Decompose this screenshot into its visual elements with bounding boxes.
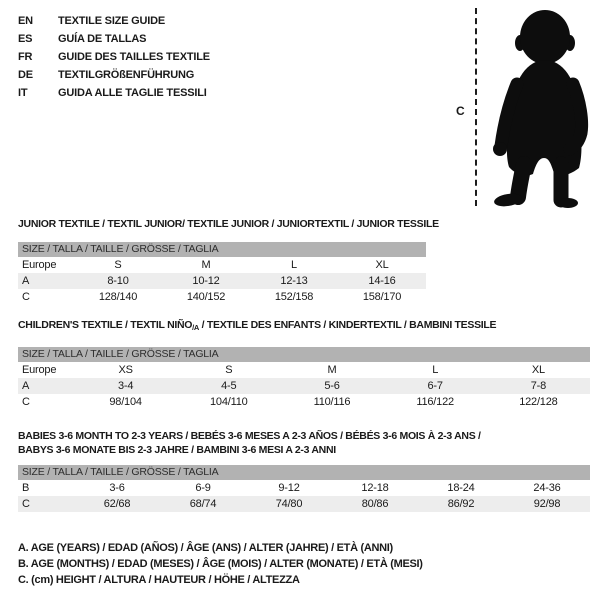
children-table-title [18,319,590,334]
language-row [18,30,348,48]
size-cell: 7-8 [530,380,547,392]
size-header-bar: SIZE / TALLA / TAILLE / GRÖSSE / TAGLIA [18,242,426,257]
size-cell: 68/74 [189,498,217,510]
language-row [18,84,348,102]
language-code: DE [18,69,33,81]
table-row [18,496,590,512]
size-header-bar: SIZE / TALLA / TAILLE / GRÖSSE / TAGLIA [18,465,590,480]
language-title: TEXTILE SIZE GUIDE [58,15,166,27]
row-label: Europe [22,364,57,376]
size-cell: 8-10 [107,275,129,287]
baby-silhouette-icon [487,6,598,208]
size-cell: 152/158 [274,291,314,303]
baby-figure [452,6,598,208]
table-row [18,394,590,410]
language-row [18,48,348,66]
title-text: / TEXTILE DES ENFANTS / KINDERTEXTIL / BAMBINI TESSILE [199,319,497,331]
language-row [18,12,348,30]
size-cell: S [114,259,122,271]
size-cell: 128/140 [98,291,138,303]
size-cell: 12-13 [280,275,308,287]
language-code: IT [18,87,28,99]
size-cell: 92/98 [533,498,561,510]
row-label: C [22,291,30,303]
babies-table-title [18,429,590,457]
size-cell: 24-36 [533,482,561,494]
size-cell: M [327,364,337,376]
size-cell: L [432,364,439,376]
height-dashed-line [475,8,477,206]
size-cell: 6-9 [195,482,211,494]
row-label: Europe [22,259,57,271]
language-list [18,12,348,102]
size-cell: 140/152 [186,291,226,303]
table-row [18,480,590,496]
children-table-section [18,319,590,410]
legend-line: C. (cm) HEIGHT / ALTURA / HAUTEUR / HÖHE / ALTEZZA [18,574,300,586]
size-cell: 74/80 [275,498,303,510]
title-text: CHILDREN'S TEXTILE / TEXTIL NIÑO [18,319,193,331]
baby-silhouette-shape [493,10,582,208]
size-cell: 5-6 [324,380,340,392]
size-cell: 122/128 [519,396,558,408]
size-cell: 3-6 [109,482,125,494]
legend-line: A. AGE (YEARS) / EDAD (AÑOS) / ÂGE (ANS) / ALTER (JAHRE) / ETÀ (ANNI) [18,542,393,554]
size-cell: 3-4 [117,380,134,392]
table-row [18,289,426,305]
table-row [18,378,590,394]
table-row [18,362,590,378]
row-label: C [22,396,30,408]
legend-line: B. AGE (MONTHS) / EDAD (MESES) / ÂGE (MOIS) / ALTER (MONATE) / ETÀ (MESI) [18,558,423,570]
size-cell: 104/110 [210,396,248,408]
size-cell: XL [375,259,389,271]
children-size-table [18,362,590,410]
language-code: ES [18,33,33,45]
size-cell: S [225,364,233,376]
size-cell: 10-12 [192,275,220,287]
babies-size-table [18,480,590,512]
babies-table-section [18,429,590,512]
junior-table-section [18,218,590,305]
size-cell: XS [118,364,133,376]
title-line-2: BABYS 3-6 MONATE BIS 2-3 JAHRE / BAMBINI 3-6 MESI A 2-3 ANNI [18,444,336,456]
language-title: TEXTILGRÖßENFÜHRUNG [58,69,195,81]
row-label: C [22,498,30,510]
junior-table-title: JUNIOR TEXTILE / TEXTIL JUNIOR/ TEXTILE JUNIOR / JUNIORTEXTIL / JUNIOR TESSILE [18,218,439,230]
size-cell: 18-24 [447,482,475,494]
size-cell: 4-5 [221,380,237,392]
junior-size-table [18,257,426,305]
size-cell: 62/68 [103,498,131,510]
size-header-bar: SIZE / TALLA / TAILLE / GRÖSSE / TAGLIA [18,347,590,362]
size-cell: 86/92 [447,498,475,510]
language-title: GUIDA ALLE TAGLIE TESSILI [58,87,207,99]
size-cell: 9-12 [278,482,300,494]
size-cell: 6-7 [427,380,443,392]
size-cell: 98/104 [109,396,142,408]
height-marker-label: C [456,104,465,118]
measurement-legend [18,540,590,588]
title-line-1: BABIES 3-6 MONTH TO 2-3 YEARS / BEBÉS 3-6 MESES A 2-3 AÑOS / BÉBÉS 3-6 MOIS À 2-3 ANS / [18,430,481,442]
size-cell: 116/122 [416,396,454,408]
language-code: FR [18,51,33,63]
size-cell: XL [531,364,545,376]
table-row [18,273,426,289]
size-cell: M [201,259,211,271]
language-title: GUÍA DE TALLAS [58,33,147,45]
size-cell: 158/170 [362,291,402,303]
row-label: A [22,275,30,287]
size-cell: 80/86 [361,498,389,510]
language-title: GUIDE DES TAILLES TEXTILE [58,51,210,63]
table-row [18,257,426,273]
language-row [18,66,348,84]
row-label: A [22,380,30,392]
size-cell: 110/116 [313,396,351,408]
size-cell: 12-18 [361,482,389,494]
size-cell: L [291,259,297,271]
language-code: EN [18,15,33,27]
title-subscript: /A [192,323,200,332]
row-label: B [22,482,30,494]
size-cell: 14-16 [368,275,396,287]
